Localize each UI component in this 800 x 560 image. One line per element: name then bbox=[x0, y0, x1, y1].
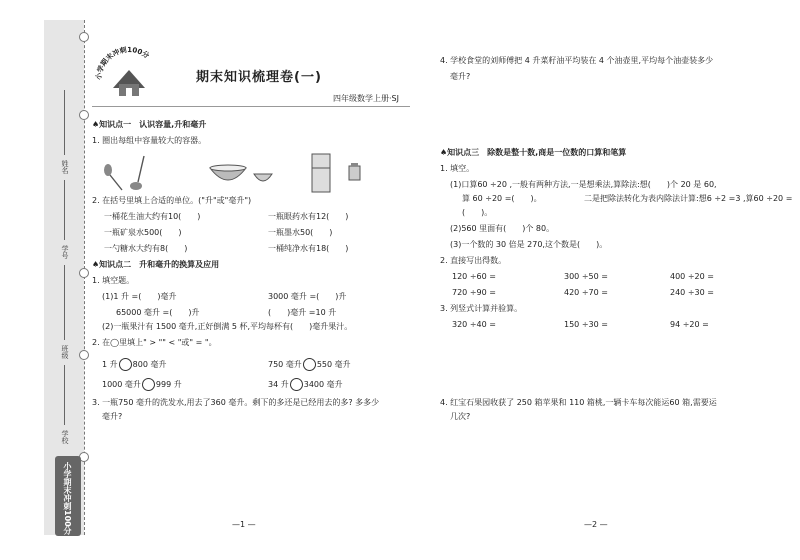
school-label: 学校 bbox=[61, 430, 69, 444]
compare-circle[interactable] bbox=[290, 378, 303, 391]
compare-right: 550 毫升 bbox=[316, 360, 351, 369]
right-q4-cont: 毫升? bbox=[450, 72, 471, 81]
page-number-2: —2 — bbox=[584, 520, 608, 529]
refrigerator-icon bbox=[312, 154, 330, 192]
section2-q2: 2. 在◯里填上" > "" < "或" = "。 bbox=[92, 338, 217, 347]
direct-item: 120 ÷60 = bbox=[452, 272, 496, 281]
unit-item: 一勺糖水大约有8( ) bbox=[104, 244, 188, 253]
direct-title: 2. 直接写出得数。 bbox=[440, 256, 507, 265]
container-icons bbox=[102, 152, 372, 194]
compare-item bbox=[102, 358, 166, 371]
name-label: 姓名 bbox=[61, 160, 69, 174]
section3-fill-title: 1. 填空。 bbox=[440, 164, 475, 173]
compare-circle[interactable] bbox=[303, 358, 316, 371]
student-id-label: 学号 bbox=[61, 245, 69, 259]
direct-item: 300 ÷50 = bbox=[564, 272, 608, 281]
direct-item: 400 ÷20 = bbox=[670, 272, 714, 281]
unit-item: 一桶纯净水有18( ) bbox=[268, 244, 349, 253]
fill-item: ( )毫升 =10 升 bbox=[268, 308, 337, 317]
compare-item bbox=[102, 378, 182, 391]
fill-line: (3)一个数的 30 倍是 270,这个数是( )。 bbox=[450, 240, 608, 249]
svg-text:小学期末冲刺100分 bbox=[95, 45, 151, 80]
grade-label: 四年级数学上册·SJ bbox=[333, 94, 399, 103]
fill-line: 二是把除法转化为表内除法计算:想6 ÷2 =3 ,算60 ÷20 = bbox=[584, 194, 793, 203]
cup-icon bbox=[349, 163, 360, 180]
section2-q3: 3. 一瓶750 毫升的洗发水,用去了360 毫升。剩下的多还是已经用去的多? 多多少 bbox=[92, 398, 380, 407]
direct-item: 720 ÷90 = bbox=[452, 288, 496, 297]
section3-heading: ♠知识点三 除数是整十数,商是一位数的口算和笔算 bbox=[440, 148, 627, 157]
unit-item: 一桶花生油大约有10( ) bbox=[104, 212, 201, 221]
fill-line: (1)口算60 ÷20 ,一般有两种方法,一是想乘法,算除法:想( )个 20 是 60, bbox=[450, 180, 717, 189]
unit-item: 一瓶墨水50( ) bbox=[268, 228, 333, 237]
small-bowl-icon bbox=[254, 174, 272, 181]
compare-left: 1000 毫升 bbox=[102, 380, 141, 389]
unit-item: 一瓶矿泉水500( ) bbox=[104, 228, 182, 237]
compare-circle[interactable] bbox=[142, 378, 155, 391]
class-line bbox=[64, 265, 65, 340]
binding-hole bbox=[79, 32, 89, 42]
fill-item: (1)1 升 =( )毫升 bbox=[102, 292, 177, 301]
right-q4b: 4. 红宝石果园收获了 250 箱苹果和 110 箱桃,一辆卡车每次能运60 箱,需要运 bbox=[440, 398, 717, 407]
logo-arc-text: 小学期末冲刺100分 bbox=[95, 45, 151, 81]
compare-left: 750 毫升 bbox=[268, 360, 302, 369]
compare-left: 1 升 bbox=[102, 360, 118, 369]
section2-heading: ♠知识点二 升和毫升的换算及应用 bbox=[92, 260, 220, 269]
right-q4: 4. 学校食堂的刘师傅把 4 升菜籽油平均装在 4 个油壶里,平均每个油壶装多少 bbox=[440, 56, 714, 65]
compare-item bbox=[268, 358, 351, 371]
fill-line: ( )。 bbox=[462, 208, 493, 217]
binding-hole bbox=[79, 110, 89, 120]
class-label: 班级 bbox=[61, 345, 69, 359]
fill-item: 3000 毫升 =( )升 bbox=[268, 292, 347, 301]
direct-item: 420 ÷70 = bbox=[564, 288, 608, 297]
header-divider bbox=[92, 106, 410, 107]
unit-item: 一瓶眼药水有12( ) bbox=[268, 212, 349, 221]
binding-hole bbox=[79, 350, 89, 360]
id-line bbox=[64, 180, 65, 240]
badge-text: 小学期末冲刺100分 bbox=[63, 462, 72, 535]
section2-q1: 1. 填空题。 bbox=[92, 276, 135, 285]
fill-item: (2)一瓶果汁有 1500 毫升,正好倒满 5 杯,平均每杯有( )毫升果汁。 bbox=[102, 322, 353, 331]
vertical-title: 3. 列竖式计算并验算。 bbox=[440, 304, 523, 313]
section1-heading: ♠知识点一 认识容量,升和毫升 bbox=[92, 120, 207, 129]
series-badge bbox=[55, 456, 81, 536]
fill-line: (2)560 里面有( )个 80。 bbox=[450, 224, 555, 233]
fill-line: 算 60 ÷20 =( )。 bbox=[462, 194, 542, 203]
compare-left: 34 升 bbox=[268, 380, 289, 389]
compare-right: 999 升 bbox=[155, 380, 182, 389]
section1-q2: 2. 在括号里填上合适的单位。("升"或"毫升") bbox=[92, 196, 252, 205]
right-q4b-cont: 几次? bbox=[450, 412, 471, 421]
compare-right: 3400 毫升 bbox=[303, 380, 343, 389]
name-line bbox=[64, 90, 65, 155]
compare-circle[interactable] bbox=[119, 358, 132, 371]
ladle-icon bbox=[130, 156, 144, 190]
vertical-item: 320 ÷40 = bbox=[452, 320, 496, 329]
bowl-icon bbox=[210, 165, 246, 180]
series-logo bbox=[95, 40, 163, 100]
school-line bbox=[64, 365, 65, 425]
compare-item bbox=[268, 378, 343, 391]
fill-item: 65000 毫升 =( )升 bbox=[116, 308, 200, 317]
vertical-item: 94 ÷20 = bbox=[670, 320, 709, 329]
page-number-1: —1 — bbox=[232, 520, 256, 529]
binding-hole bbox=[79, 268, 89, 278]
section2-q3-cont: 毫升? bbox=[102, 412, 123, 421]
direct-item: 240 ÷30 = bbox=[670, 288, 714, 297]
compare-right: 800 毫升 bbox=[132, 360, 167, 369]
page-title: 期末知识梳理卷(一) bbox=[196, 70, 322, 85]
spoon-icon bbox=[104, 164, 122, 190]
vertical-item: 150 ÷30 = bbox=[564, 320, 608, 329]
section1-q1: 1. 圈出每组中容量较大的容器。 bbox=[92, 136, 207, 145]
